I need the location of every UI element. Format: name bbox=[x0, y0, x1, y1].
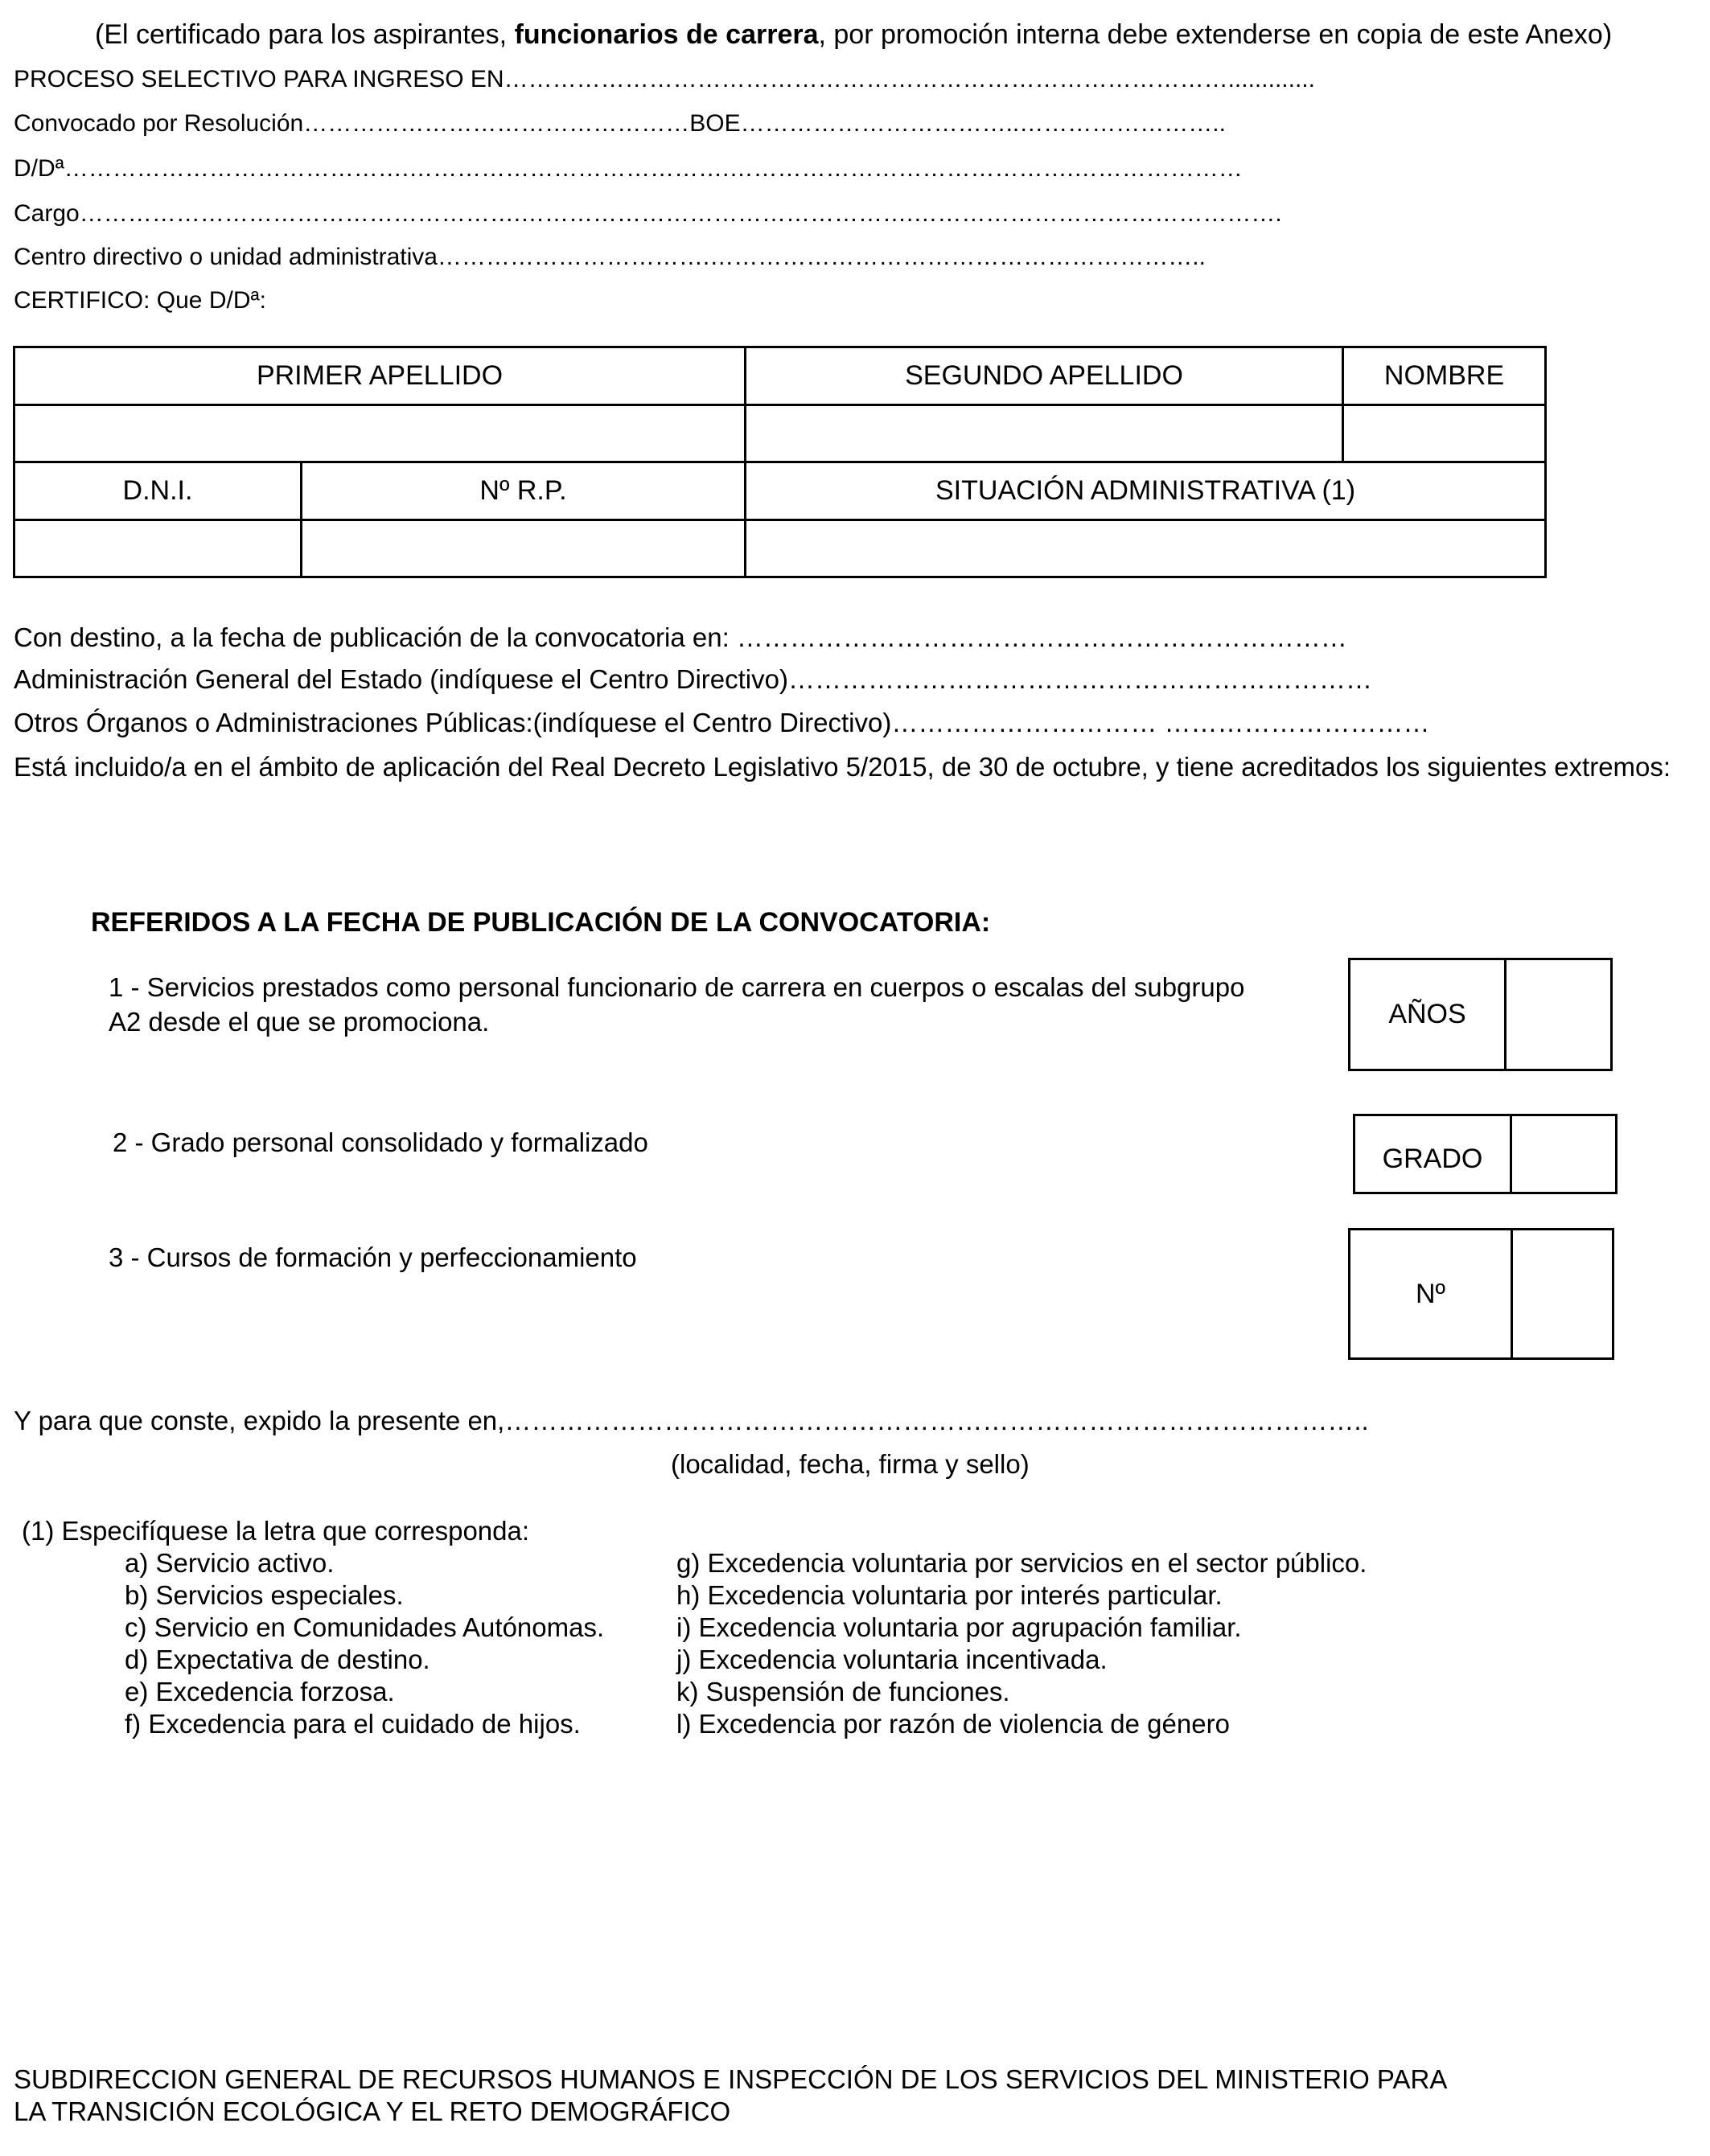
footnote-item: f) Excedencia para el cuidado de hijos. bbox=[125, 1709, 581, 1739]
header-dni: D.N.I. bbox=[14, 462, 302, 520]
cursos-box bbox=[1348, 1228, 1614, 1360]
dni-cell[interactable] bbox=[14, 520, 302, 577]
footer-line-2: LA TRANSICIÓN ECOLÓGICA Y EL RETO DEMOGRÁFICO bbox=[14, 2096, 731, 2126]
footnote-item: d) Expectativa de destino. bbox=[125, 1645, 430, 1674]
anos-value-cell[interactable] bbox=[1507, 960, 1610, 1069]
applicant-table bbox=[13, 346, 1547, 578]
destino-line: Con destino, a la fecha de publicación de la convocatoria en: …………………………………………………………… bbox=[14, 622, 1347, 652]
header-nrp: Nº R.P. bbox=[302, 462, 746, 520]
closing-subtitle: (localidad, fecha, firma y sello) bbox=[671, 1449, 1030, 1479]
anos-box bbox=[1348, 958, 1613, 1071]
nrp-cell[interactable] bbox=[302, 520, 746, 577]
footnote-item: c) Servicio en Comunidades Autónomas. bbox=[125, 1612, 605, 1642]
header-nombre: NOMBRE bbox=[1343, 347, 1546, 405]
footnote-item: g) Excedencia voluntaria por servicios en el sector público. bbox=[676, 1548, 1367, 1578]
footnote-item: e) Excedencia forzosa. bbox=[125, 1677, 395, 1706]
nombre-cell[interactable] bbox=[1343, 405, 1546, 462]
age-line: Administración General del Estado (indíquese el Centro Directivo)………………………………………………………… bbox=[14, 664, 1372, 694]
cursos-value-cell[interactable] bbox=[1513, 1230, 1612, 1357]
grado-value-cell[interactable] bbox=[1512, 1116, 1615, 1192]
header-situacion-administrativa: SITUACIÓN ADMINISTRATIVA (1) bbox=[746, 462, 1546, 520]
header-segundo-apellido: SEGUNDO APELLIDO bbox=[746, 347, 1343, 405]
grado-label: GRADO bbox=[1355, 1116, 1512, 1192]
intro-note bbox=[95, 19, 1612, 51]
segundo-apellido-cell[interactable] bbox=[746, 405, 1343, 462]
field-cargo: Cargo……………………………………………….………………………………………….………………………………………. bbox=[14, 200, 1282, 227]
otros-organos-line: Otros Órganos o Administraciones Públicas:(indíquese el Centro Directivo)………………………… ………………………… bbox=[14, 708, 1430, 737]
anos-label: AÑOS bbox=[1350, 960, 1507, 1069]
header-primer-apellido: PRIMER APELLIDO bbox=[14, 347, 746, 405]
item-2: 2 - Grado personal consolidado y formalizado bbox=[113, 1127, 648, 1157]
item-3: 3 - Cursos de formación y perfeccionamiento bbox=[109, 1242, 637, 1272]
cursos-label: Nº bbox=[1350, 1230, 1513, 1357]
footer-line-1: SUBDIRECCION GENERAL DE RECURSOS HUMANOS E INSPECCIÓN DE LOS SERVICIOS DEL MINISTERIO PARA bbox=[14, 2064, 1448, 2094]
certifico-label: CERTIFICO: Que D/Dª: bbox=[14, 287, 266, 314]
grado-box bbox=[1353, 1114, 1618, 1194]
field-dda: D/Dª…………………………………….………………………………….…………………………………….………………… bbox=[14, 155, 1243, 182]
item-1-line-1: 1 - Servicios prestados como personal funcionario de carrera en cuerpos o escalas del subgrupo bbox=[109, 972, 1245, 1002]
field-proceso-selectivo: PROCESO SELECTIVO PARA INGRESO EN………………………………………………………………………………............. bbox=[14, 66, 1315, 92]
closing-line: Y para que conste, expido la presente en,…………………………………………………………………………………….. bbox=[14, 1406, 1369, 1435]
referidos-heading: REFERIDOS A LA FECHA DE PUBLICACIÓN DE LA CONVOCATORIA: bbox=[91, 907, 991, 938]
situacion-cell[interactable] bbox=[746, 520, 1546, 577]
intro-note-bold: funcionarios de carrera bbox=[514, 19, 819, 50]
footnote-item: j) Excedencia voluntaria incentivada. bbox=[676, 1645, 1108, 1674]
footnote-item: b) Servicios especiales. bbox=[125, 1580, 404, 1610]
intro-note-before: (El certificado para los aspirantes, bbox=[95, 19, 515, 50]
footnote-item: a) Servicio activo. bbox=[125, 1548, 335, 1578]
footnote-item: i) Excedencia voluntaria por agrupación familiar. bbox=[676, 1612, 1242, 1642]
primer-apellido-cell[interactable] bbox=[14, 405, 746, 462]
footnote-title: (1) Especifíquese la letra que corresponda: bbox=[22, 1516, 530, 1546]
footnote-item: k) Suspensión de funciones. bbox=[676, 1677, 1010, 1706]
footnote-item: l) Excedencia por razón de violencia de género bbox=[676, 1709, 1230, 1739]
field-convocado-resolucion: Convocado por Resolución…………………………………………BOE……………………………..…………………….. bbox=[14, 110, 1226, 137]
incluido-paragraph: Está incluido/a en el ámbito de aplicación del Real Decreto Legislativo 5/2015, de 30 de octubre, y tiene acreditados los siguientes extremos: bbox=[14, 752, 1671, 782]
footnote-item: h) Excedencia voluntaria por interés particular. bbox=[676, 1580, 1223, 1610]
item-1-line-2: A2 desde el que se promociona. bbox=[109, 1007, 490, 1037]
field-centro-directivo: Centro directivo o unidad administrativa…………………………….…………………………………………………….. bbox=[14, 244, 1206, 270]
intro-note-after: , por promoción interna debe extenderse en copia de este Anexo) bbox=[818, 19, 1613, 50]
